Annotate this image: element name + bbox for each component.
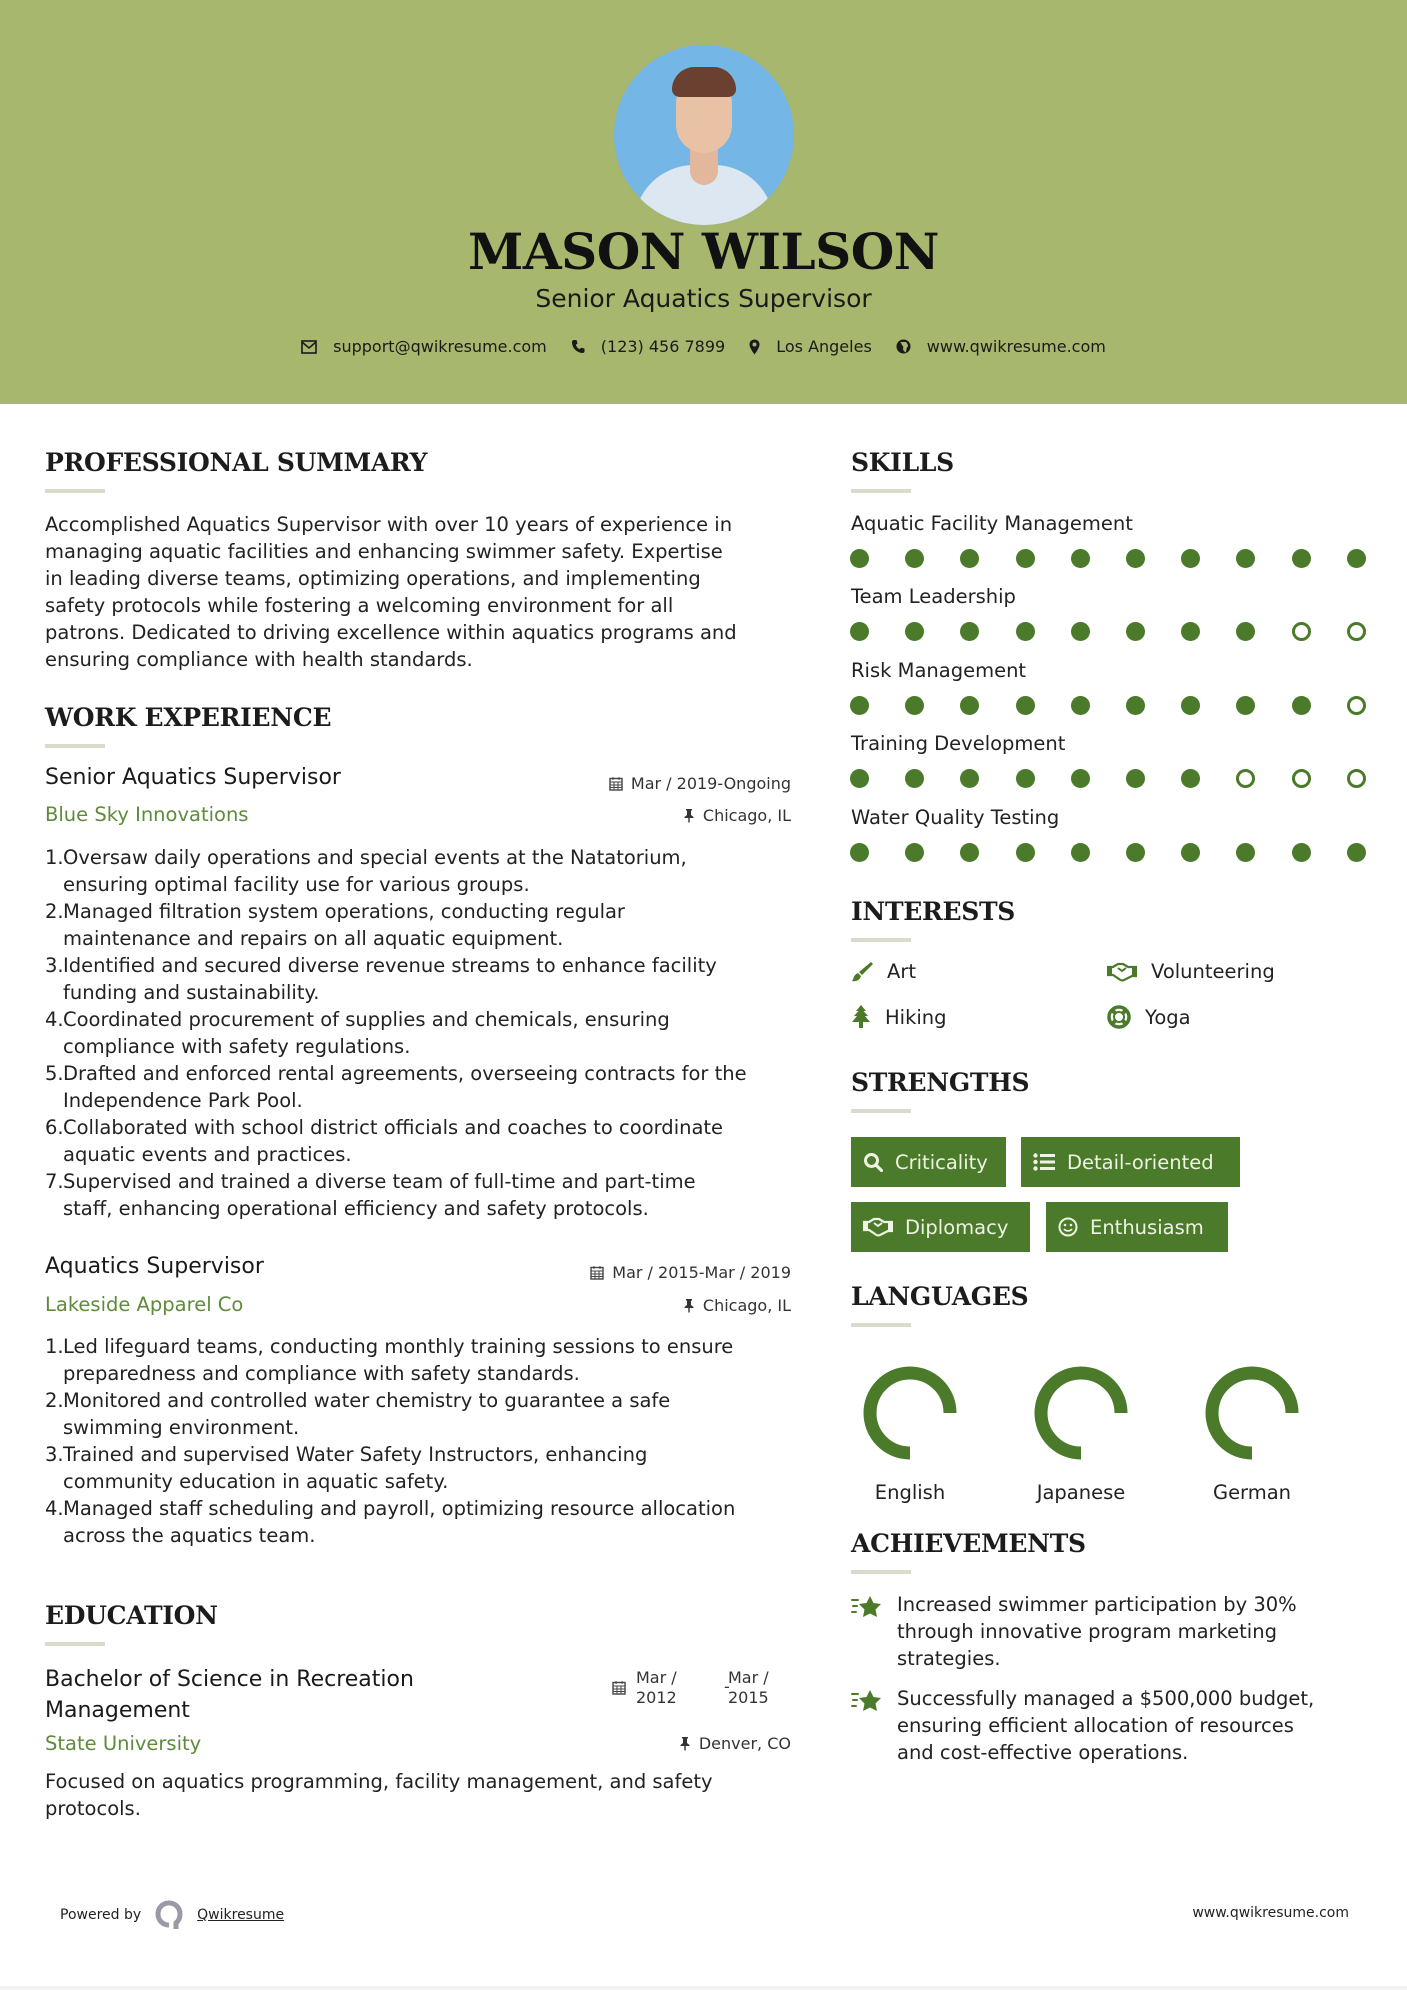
globe-icon — [896, 339, 911, 354]
language-level-ring — [1031, 1363, 1131, 1463]
job-dates — [590, 1263, 791, 1282]
section-heading-summary: PROFESSIONAL SUMMARY — [45, 448, 428, 477]
rating-dot-filled — [905, 549, 924, 568]
rating-dot-filled — [960, 696, 979, 715]
degree-line: Management — [45, 1698, 190, 1723]
calendar-icon — [612, 1680, 626, 1695]
handshake-icon — [863, 1217, 893, 1237]
rating-dot-filled — [905, 622, 924, 641]
job-location-text: Chicago, IL — [702, 806, 791, 825]
job-bullets — [45, 1333, 815, 1549]
envelope-icon — [301, 340, 317, 354]
rating-dot-filled — [1181, 622, 1200, 641]
skill-rating — [850, 769, 1370, 789]
profile-photo — [614, 45, 794, 225]
interest-label: Art — [887, 960, 917, 983]
language-level-ring — [1202, 1363, 1302, 1463]
section-heading-interests: INTERESTS — [851, 897, 1016, 926]
rating-dot-filled — [960, 549, 979, 568]
qwikresume-logo-icon — [155, 1900, 183, 1930]
rating-dot-filled — [1347, 549, 1366, 568]
rating-dot-filled — [905, 843, 924, 862]
skill-name: Water Quality Testing — [851, 806, 1060, 829]
calendar-icon — [590, 1265, 604, 1280]
section-heading-experience: WORK EXPERIENCE — [45, 703, 332, 732]
handshake-icon — [1107, 962, 1137, 982]
phone-icon — [571, 339, 585, 354]
degree-line: Bachelor of Science in Recreation — [45, 1667, 414, 1692]
heading-underline — [851, 1109, 911, 1113]
footer-url[interactable]: www.qwikresume.com — [1192, 1905, 1349, 1921]
section-heading-education: EDUCATION — [45, 1601, 218, 1630]
rating-dot-empty — [1347, 696, 1366, 715]
rating-dot-filled — [1292, 549, 1311, 568]
language-label: German — [1212, 1481, 1292, 1504]
rating-dot-filled — [1016, 549, 1035, 568]
rating-dot-filled — [1071, 622, 1090, 641]
heading-underline — [45, 489, 105, 493]
rating-dot-filled — [850, 696, 869, 715]
achievement-item — [851, 1591, 1351, 1672]
rating-dot-filled — [1181, 843, 1200, 862]
interest-label: Yoga — [1145, 1005, 1191, 1029]
rating-dot-filled — [850, 622, 869, 641]
strength-label: Criticality — [895, 1150, 988, 1174]
interest-label: Volunteering — [1151, 960, 1275, 983]
rating-dot-filled — [1071, 843, 1090, 862]
rating-dot-filled — [1347, 843, 1366, 862]
rating-dot-filled — [1016, 622, 1035, 641]
achievement-text: Successfully managed a $500,000 budget, ensuring efficient allocation of resources and cost-effective operations. — [897, 1687, 1315, 1764]
contact-location-text: Los Angeles — [776, 337, 872, 356]
company-name: Lakeside Apparel Co — [45, 1293, 244, 1316]
rating-dot-filled — [1292, 696, 1311, 715]
rating-dot-filled — [1126, 549, 1145, 568]
rating-dot-filled — [1016, 843, 1035, 862]
job-title: Senior Aquatics Supervisor — [45, 765, 341, 790]
education-end-date: Mar / 2015 — [728, 1668, 769, 1707]
smile-icon — [1058, 1217, 1078, 1237]
skill-name: Risk Management — [851, 659, 1027, 682]
language-item — [1187, 1363, 1317, 1504]
heading-underline — [45, 1642, 105, 1646]
resume-header — [0, 0, 1407, 404]
summary-line: Accomplished Aquatics Supervisor with over 10 years of experience in — [45, 513, 733, 536]
rating-dot-filled — [1181, 549, 1200, 568]
pushpin-icon — [683, 808, 695, 823]
section-heading-languages: LANGUAGES — [851, 1282, 1029, 1311]
heading-underline — [851, 938, 911, 942]
language-label: English — [874, 1481, 946, 1504]
summary-line: ensuring compliance with health standards. — [45, 648, 473, 671]
job-bullet: 7. Supervised and trained a diverse team of full-time and part-time staff, enhancing operational efficiency and safety protocols. — [45, 1170, 696, 1220]
section-heading-skills: SKILLS — [851, 448, 954, 477]
job-bullet: 5. Drafted and enforced rental agreements, overseeing contracts for the Independence Park Pool. — [45, 1062, 747, 1112]
section-heading-achievements: ACHIEVEMENTS — [851, 1529, 1086, 1558]
contact-phone-text: (123) 456 7899 — [600, 337, 726, 356]
rating-dot-filled — [1126, 769, 1145, 788]
calendar-icon — [609, 776, 623, 791]
contact-phone[interactable] — [571, 337, 725, 356]
heading-underline — [851, 1570, 911, 1574]
rating-dot-empty — [1236, 769, 1255, 788]
education-location — [679, 1734, 791, 1753]
interest-item — [1107, 1005, 1191, 1029]
contact-row — [0, 337, 1407, 356]
interest-label: Hiking — [885, 1005, 947, 1029]
skill-rating — [850, 549, 1370, 569]
rating-dot-empty — [1292, 769, 1311, 788]
heading-underline — [45, 744, 105, 748]
strength-label: Enthusiasm — [1090, 1215, 1204, 1239]
shooting-star-icon — [851, 1688, 883, 1714]
map-marker-icon — [749, 339, 760, 355]
search-icon — [863, 1152, 883, 1172]
job-bullet: 1. Oversaw daily operations and special events at the Natatorium, ensuring optimal facility use for various groups. — [45, 846, 687, 896]
rating-dot-filled — [850, 549, 869, 568]
job-bullet: 4. Managed staff scheduling and payroll, optimizing resource allocation across the aquatics team. — [45, 1497, 736, 1547]
summary-line: managing aquatic facilities and enhancing swimmer safety. Expertise — [45, 540, 723, 563]
rating-dot-filled — [960, 769, 979, 788]
skill-rating — [850, 622, 1370, 642]
summary-line: in leading diverse teams, optimizing operations, and implementing — [45, 567, 701, 590]
section-heading-strengths: STRENGTHS — [851, 1068, 1030, 1097]
strength-tag — [1021, 1137, 1240, 1187]
rating-dot-empty — [1347, 622, 1366, 641]
life-ring-icon — [1107, 1005, 1131, 1029]
education-location-text: Denver, CO — [698, 1734, 791, 1753]
rating-dot-filled — [905, 696, 924, 715]
job-bullet: 3. Trained and supervised Water Safety Instructors, enhancing community education in aquatic safety. — [45, 1443, 648, 1493]
strength-label: Diplomacy — [905, 1215, 1009, 1239]
interest-item — [851, 960, 916, 983]
shooting-star-icon — [851, 1594, 883, 1620]
paint-brush-icon — [851, 961, 873, 983]
photo-hair — [672, 67, 736, 97]
company-name: Blue Sky Innovations — [45, 803, 249, 826]
interest-item — [1107, 960, 1275, 983]
list-icon — [1033, 1153, 1055, 1171]
candidate-name: MASON WILSON — [468, 222, 939, 281]
interest-item — [851, 1005, 947, 1029]
rating-dot-filled — [1126, 843, 1145, 862]
tree-icon — [851, 1005, 871, 1029]
job-location — [683, 1296, 791, 1315]
powered-by-label: Powered by — [60, 1907, 142, 1923]
job-location-text: Chicago, IL — [702, 1296, 791, 1315]
contact-location — [749, 337, 872, 356]
contact-email[interactable] — [301, 337, 547, 356]
rating-dot-filled — [1236, 549, 1255, 568]
rating-dot-filled — [1181, 696, 1200, 715]
candidate-title: Senior Aquatics Supervisor — [535, 284, 872, 313]
summary-line: safety protocols while fostering a welcoming environment for all — [45, 594, 674, 617]
language-level-ring — [860, 1363, 960, 1463]
date-separator: - — [724, 1677, 730, 1696]
summary-line: patrons. Dedicated to driving excellence within aquatics programs and — [45, 621, 737, 644]
rating-dot-filled — [1236, 622, 1255, 641]
job-dates-text: Mar / 2019-Ongoing — [630, 774, 791, 793]
contact-website-text: www.qwikresume.com — [926, 337, 1106, 356]
education-start-date: Mar / 2012 — [636, 1668, 677, 1707]
contact-email-text: support@qwikresume.com — [333, 337, 547, 356]
job-bullet: 3. Identified and secured diverse revenue streams to enhance facility funding and sustainability. — [45, 954, 717, 1004]
contact-website[interactable] — [896, 337, 1106, 356]
skill-rating — [850, 696, 1370, 716]
education-description: Focused on aquatics programming, facility management, and safety protocols. — [45, 1770, 713, 1820]
job-bullets — [45, 844, 815, 1222]
language-item — [845, 1363, 975, 1504]
rating-dot-filled — [1071, 549, 1090, 568]
rating-dot-filled — [1181, 769, 1200, 788]
language-label: Japanese — [1036, 1481, 1126, 1504]
degree-title — [45, 1664, 414, 1726]
job-dates — [609, 774, 791, 793]
school-name: State University — [45, 1732, 202, 1755]
pushpin-icon — [679, 1736, 691, 1751]
rating-dot-empty — [1292, 622, 1311, 641]
page-bottom-edge — [0, 1986, 1407, 1990]
rating-dot-filled — [850, 843, 869, 862]
rating-dot-filled — [1236, 843, 1255, 862]
job-location — [683, 806, 791, 825]
heading-underline — [851, 1323, 911, 1327]
rating-dot-filled — [1292, 843, 1311, 862]
rating-dot-filled — [960, 843, 979, 862]
job-bullet: 2. Managed filtration system operations, conducting regular maintenance and repairs on all aquatic equipment. — [45, 900, 625, 950]
qwikresume-link[interactable]: Qwikresume — [197, 1907, 285, 1923]
rating-dot-filled — [1071, 696, 1090, 715]
skill-rating — [850, 843, 1370, 863]
rating-dot-filled — [960, 622, 979, 641]
powered-by — [60, 1900, 284, 1930]
heading-underline — [851, 489, 911, 493]
job-bullet: 4. Coordinated procurement of supplies and chemicals, ensuring compliance with safety regulations. — [45, 1008, 670, 1058]
summary-text — [45, 511, 805, 673]
education-dates — [612, 1668, 792, 1710]
rating-dot-filled — [1126, 622, 1145, 641]
rating-dot-filled — [905, 769, 924, 788]
strength-tag — [851, 1137, 1006, 1187]
skill-name: Training Development — [851, 732, 1066, 755]
rating-dot-filled — [1071, 769, 1090, 788]
strength-tag — [1046, 1202, 1228, 1252]
strength-tag — [851, 1202, 1030, 1252]
job-bullet: 1. Led lifeguard teams, conducting monthly training sessions to ensure preparedness and compliance with safety standards. — [45, 1335, 734, 1385]
skill-name: Aquatic Facility Management — [851, 512, 1133, 535]
rating-dot-filled — [850, 769, 869, 788]
rating-dot-filled — [1126, 696, 1145, 715]
rating-dot-empty — [1347, 769, 1366, 788]
rating-dot-filled — [1236, 696, 1255, 715]
skill-name: Team Leadership — [851, 585, 1016, 608]
strength-label: Detail-oriented — [1067, 1150, 1214, 1174]
job-title: Aquatics Supervisor — [45, 1254, 264, 1279]
rating-dot-filled — [1016, 696, 1035, 715]
job-bullet: 2. Monitored and controlled water chemistry to guarantee a safe swimming environment. — [45, 1389, 671, 1439]
job-bullet: 6. Collaborated with school district officials and coaches to coordinate aquatic events and practices. — [45, 1116, 724, 1166]
achievement-item — [851, 1685, 1351, 1766]
pushpin-icon — [683, 1298, 695, 1313]
job-dates-text: Mar / 2015-Mar / 2019 — [612, 1263, 791, 1282]
rating-dot-filled — [1016, 769, 1035, 788]
language-item — [1016, 1363, 1146, 1504]
achievement-text: Increased swimmer participation by 30% through innovative program marketing strategies. — [897, 1593, 1297, 1670]
